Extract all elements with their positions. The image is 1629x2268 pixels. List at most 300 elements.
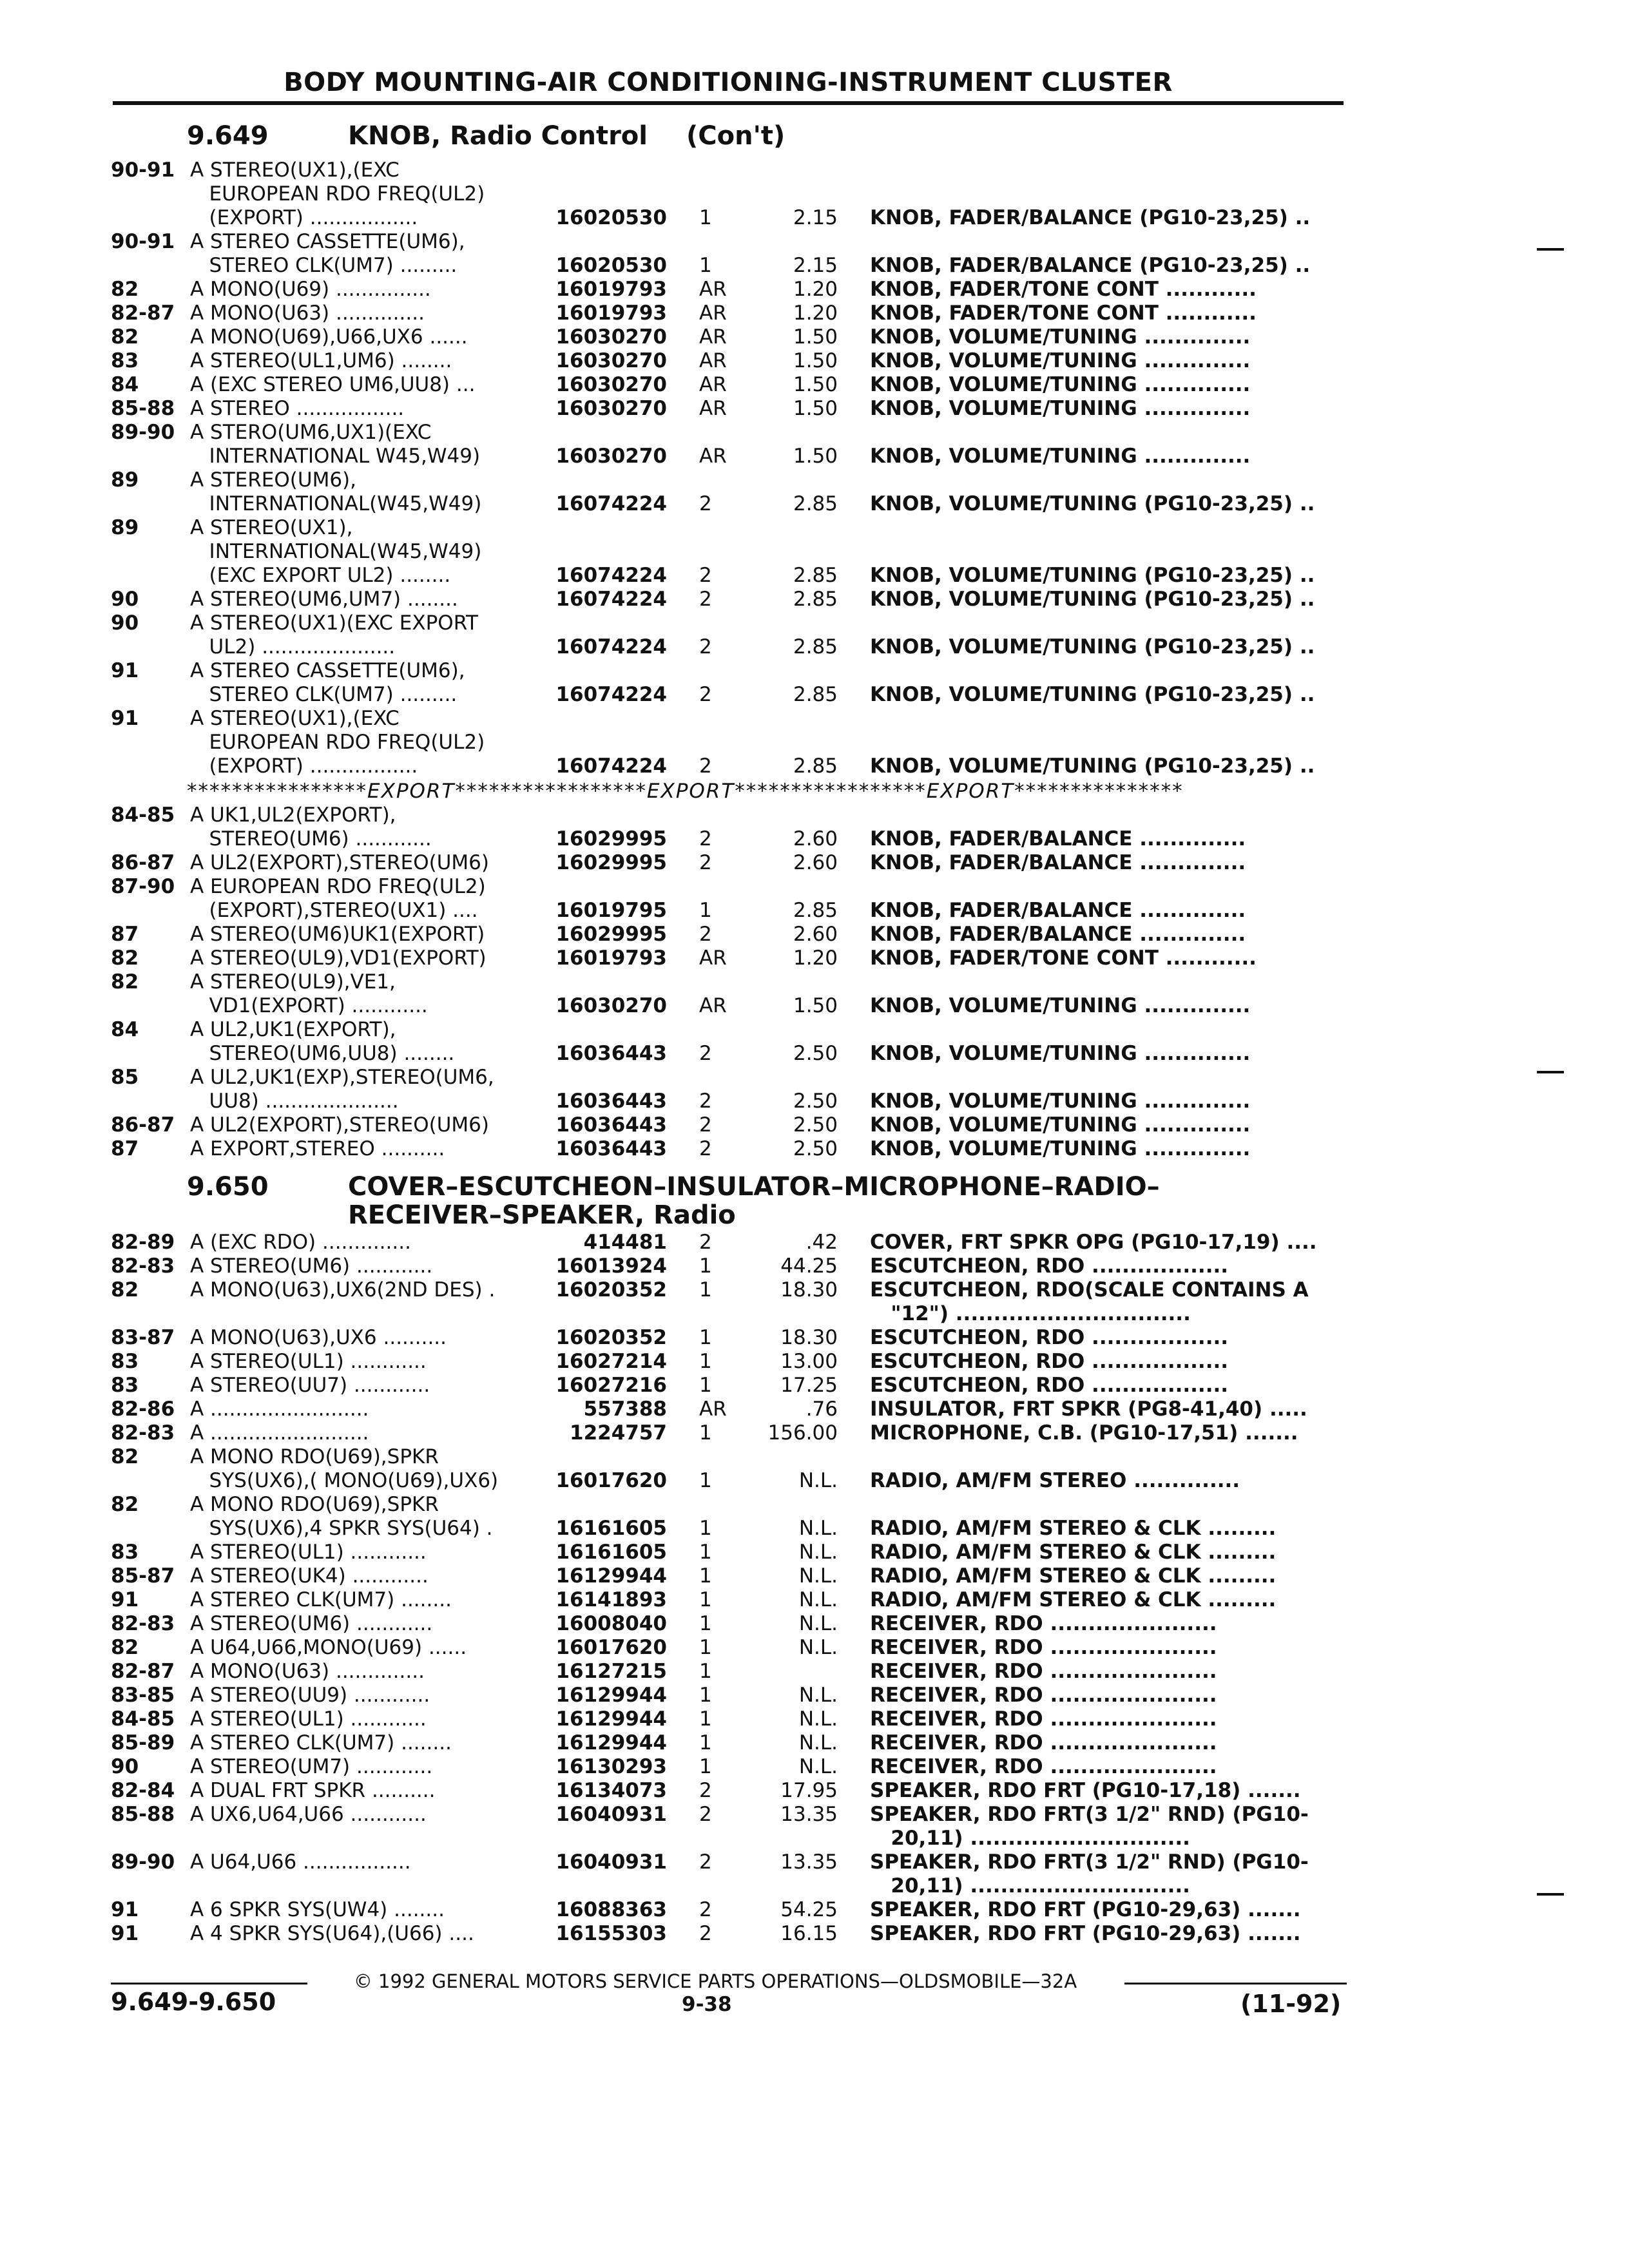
row-price: 1.20	[793, 278, 838, 301]
table-row	[0, 851, 1629, 875]
row-application: A UL2,UK1(EXPORT),	[190, 1018, 396, 1041]
row-description: SPEAKER, RDO FRT(3 1/2" RND) (PG10-	[870, 1850, 1309, 1874]
table-row	[0, 1636, 1629, 1660]
row-part-number: 16129944	[555, 1684, 667, 1707]
row-price: 2.85	[793, 754, 838, 778]
row-years: 82-83	[111, 1254, 175, 1278]
footer-page-number: 9-38	[682, 1993, 732, 2016]
row-application: STEREO(UM6) ............	[190, 827, 432, 850]
row-part-number: 16129944	[555, 1564, 667, 1588]
row-application: A (EXC RDO) ..............	[190, 1231, 411, 1254]
row-description: INSULATOR, FRT SPKR (PG8-41,40) .....	[870, 1398, 1307, 1421]
row-description: KNOB, VOLUME/TUNING (PG10-23,25) ..	[870, 588, 1315, 611]
row-years: 91	[111, 1922, 139, 1945]
section-title: COVER–ESCUTCHEON–INSULATOR–MICROPHONE–RADIO– RECEIVER–SPEAKER, Radio	[348, 1172, 1160, 1230]
row-part-number: 1224757	[570, 1421, 667, 1445]
row-part-number: 16161605	[555, 1517, 667, 1540]
row-part-number: 16040931	[555, 1803, 667, 1826]
row-quantity: 1	[699, 1755, 712, 1778]
row-price: 17.95	[780, 1779, 838, 1802]
row-description: KNOB, VOLUME/TUNING ..............	[870, 397, 1251, 420]
row-years: 83	[111, 1541, 139, 1564]
table-row	[0, 421, 1629, 445]
row-description: SPEAKER, RDO FRT (PG10-29,63) .......	[870, 1922, 1301, 1945]
table-row	[0, 994, 1629, 1018]
row-application: A UL2,UK1(EXP),STEREO(UM6,	[190, 1066, 494, 1089]
row-application: A STEREO(UK4) ............	[190, 1564, 429, 1588]
row-description: ESCUTCHEON, RDO ..................	[870, 1326, 1229, 1349]
row-quantity: 1	[699, 1421, 712, 1445]
row-description: KNOB, FADER/BALANCE ..............	[870, 923, 1246, 946]
row-description: ESCUTCHEON, RDO(SCALE CONTAINS A	[870, 1278, 1309, 1302]
row-years: 82	[111, 1636, 139, 1659]
table-row	[0, 445, 1629, 468]
table-row	[0, 1113, 1629, 1137]
table-row	[0, 1684, 1629, 1707]
row-application: A STEREO(UU9) ............	[190, 1684, 430, 1707]
row-description: KNOB, VOLUME/TUNING ..............	[870, 994, 1251, 1017]
row-years: 85-89	[111, 1731, 175, 1754]
row-application: SYS(UX6),( MONO(U69),UX6)	[190, 1469, 499, 1492]
table-row	[0, 1018, 1629, 1042]
row-years: 89-90	[111, 1850, 175, 1874]
row-price: 2.85	[793, 683, 838, 706]
row-application: A .........................	[190, 1421, 369, 1445]
row-description: KNOB, VOLUME/TUNING ..............	[870, 445, 1251, 468]
row-description: KNOB, VOLUME/TUNING (PG10-23,25) ..	[870, 635, 1315, 658]
table-row	[0, 683, 1629, 707]
row-part-number: 16019795	[555, 899, 667, 922]
row-years: 90	[111, 611, 139, 635]
table-row	[0, 970, 1629, 994]
row-description: RECEIVER, RDO ......................	[870, 1660, 1217, 1683]
row-years: 84-85	[111, 1707, 175, 1731]
row-years: 85-88	[111, 1803, 175, 1826]
table-row	[0, 278, 1629, 302]
row-description: SPEAKER, RDO FRT (PG10-29,63) .......	[870, 1898, 1301, 1921]
row-description: ESCUTCHEON, RDO ..................	[870, 1374, 1229, 1397]
row-part-number: 16020352	[555, 1278, 667, 1302]
footer-section-range: 9.649-9.650	[111, 1988, 276, 2016]
row-part-number: 16134073	[555, 1779, 667, 1802]
row-application: A STEREO(UL1,UM6) ........	[190, 349, 452, 372]
row-quantity: 1	[699, 1588, 712, 1611]
row-part-number: 16019793	[555, 278, 667, 301]
row-years: 82-83	[111, 1612, 175, 1635]
row-price: 2.85	[793, 588, 838, 611]
row-application: A UK1,UL2(EXPORT),	[190, 803, 396, 827]
row-price: 1.50	[793, 397, 838, 420]
row-years: 82	[111, 1493, 139, 1516]
row-price: N.L.	[798, 1517, 838, 1540]
row-price: 13.35	[780, 1803, 838, 1826]
row-application: A STEREO CLK(UM7) ........	[190, 1731, 452, 1754]
row-price: 17.25	[780, 1374, 838, 1397]
row-description: KNOB, FADER/BALANCE ..............	[870, 899, 1246, 922]
row-application: INTERNATIONAL(W45,W49)	[190, 492, 482, 515]
row-quantity: 2	[699, 635, 712, 658]
row-application: A STEREO(UM7) ............	[190, 1755, 433, 1778]
row-years: 90	[111, 588, 139, 611]
row-application: INTERNATIONAL W45,W49)	[190, 445, 481, 468]
row-description: KNOB, VOLUME/TUNING (PG10-23,25) ..	[870, 683, 1315, 706]
table-row	[0, 923, 1629, 947]
row-price: 2.15	[793, 254, 838, 277]
row-application: A STEREO(UL9),VE1,	[190, 970, 396, 994]
row-application: A STEREO(UM6) ............	[190, 1254, 433, 1278]
row-part-number: 16020352	[555, 1326, 667, 1349]
row-application: A U64,U66 .................	[190, 1850, 411, 1874]
table-row	[0, 325, 1629, 349]
row-application: A MONO RDO(U69),SPKR	[190, 1493, 439, 1516]
row-price: 2.50	[793, 1113, 838, 1137]
row-quantity: 2	[699, 1231, 712, 1254]
table-row	[0, 1326, 1629, 1350]
row-part-number: 557388	[583, 1398, 667, 1421]
row-description: KNOB, VOLUME/TUNING ..............	[870, 1113, 1251, 1137]
row-application: A STEREO(UM6),	[190, 468, 356, 492]
footer-copyright: © 1992 GENERAL MOTORS SERVICE PARTS OPERATIONS—OLDSMOBILE—32A	[353, 1970, 1077, 1992]
row-quantity: 2	[699, 1898, 712, 1921]
table-row	[0, 827, 1629, 851]
row-description: KNOB, FADER/BALANCE (PG10-23,25) ..	[870, 254, 1311, 277]
footer-rule-right	[1124, 1983, 1347, 1984]
row-years: 83	[111, 349, 139, 372]
row-application: SYS(UX6),4 SPKR SYS(U64) .	[190, 1517, 493, 1540]
row-years: 82-84	[111, 1779, 175, 1802]
row-quantity: 2	[699, 1779, 712, 1802]
row-application: A UX6,U64,U66 ............	[190, 1803, 427, 1826]
row-years: 84	[111, 373, 139, 396]
row-part-number: 16029995	[555, 923, 667, 946]
row-quantity: 1	[699, 1707, 712, 1731]
row-part-number: 16127215	[555, 1660, 667, 1683]
row-application: A STEREO(UL1) ............	[190, 1541, 427, 1564]
row-years: 82	[111, 1445, 139, 1468]
row-price: 2.85	[793, 635, 838, 658]
row-price: 2.85	[793, 492, 838, 515]
table-row	[0, 516, 1629, 540]
row-part-number: 16020530	[555, 206, 667, 229]
row-description: KNOB, VOLUME/TUNING ..............	[870, 373, 1251, 396]
row-part-number: 16008040	[555, 1612, 667, 1635]
row-application: A STEREO CASSETTE(UM6),	[190, 659, 465, 682]
row-quantity: 1	[699, 899, 712, 922]
row-part-number: 16029995	[555, 827, 667, 850]
row-description: KNOB, VOLUME/TUNING (PG10-23,25) ..	[870, 564, 1315, 587]
row-years: 90-91	[111, 159, 175, 182]
row-years: 82-86	[111, 1398, 175, 1421]
row-part-number: 16030270	[555, 397, 667, 420]
table-row	[0, 1922, 1629, 1946]
row-price: 54.25	[780, 1898, 838, 1921]
row-price: N.L.	[798, 1684, 838, 1707]
row-price: 1.20	[793, 302, 838, 325]
row-price: 13.35	[780, 1850, 838, 1874]
row-price: 2.50	[793, 1090, 838, 1113]
export-divider: ****************EXPORT*****************EXPORT*****************EXPORT***************	[187, 780, 1184, 803]
section-continued: (Con't)	[686, 121, 786, 151]
table-row	[0, 875, 1629, 899]
table-row	[0, 588, 1629, 611]
row-years: 82	[111, 325, 139, 349]
row-application: INTERNATIONAL(W45,W49)	[190, 540, 482, 563]
row-years: 87-90	[111, 875, 175, 898]
row-application: A STEREO(UM6)UK1(EXPORT)	[190, 923, 485, 946]
table-row	[0, 1254, 1629, 1278]
row-application: A UL2(EXPORT),STEREO(UM6)	[190, 851, 490, 874]
row-quantity: 2	[699, 1042, 712, 1065]
row-description: 20,11) .............................	[870, 1874, 1190, 1898]
table-row	[0, 159, 1629, 182]
table-row	[0, 1874, 1629, 1898]
row-application: A STEREO(UM6,UM7) ........	[190, 588, 458, 611]
row-price: N.L.	[798, 1469, 838, 1492]
row-quantity: 1	[699, 1254, 712, 1278]
row-quantity: 1	[699, 1564, 712, 1588]
row-description: RECEIVER, RDO ......................	[870, 1636, 1217, 1659]
row-years: 82-83	[111, 1421, 175, 1445]
row-application: A UL2(EXPORT),STEREO(UM6)	[190, 1113, 490, 1137]
margin-mark	[1537, 1071, 1564, 1073]
row-quantity: 1	[699, 1278, 712, 1302]
row-part-number: 16129944	[555, 1707, 667, 1731]
section-number: 9.650	[187, 1172, 269, 1202]
row-quantity: 1	[699, 1731, 712, 1754]
table-row	[0, 254, 1629, 278]
table-row	[0, 206, 1629, 230]
row-application: A .........................	[190, 1398, 369, 1421]
row-years: 91	[111, 1898, 139, 1921]
row-description: RECEIVER, RDO ......................	[870, 1612, 1217, 1635]
row-part-number: 16155303	[555, 1922, 667, 1945]
footer-date: (11-92)	[1240, 1990, 1342, 2018]
table-row	[0, 373, 1629, 397]
table-row	[0, 492, 1629, 516]
row-description: SPEAKER, RDO FRT(3 1/2" RND) (PG10-	[870, 1803, 1309, 1826]
row-years: 82	[111, 947, 139, 970]
row-quantity: AR	[699, 349, 727, 372]
row-price: 1.50	[793, 445, 838, 468]
table-row	[0, 1612, 1629, 1636]
row-quantity: AR	[699, 397, 727, 420]
table-row	[0, 1850, 1629, 1874]
row-application: A 4 SPKR SYS(U64),(U66) ....	[190, 1922, 474, 1945]
row-description: MICROPHONE, C.B. (PG10-17,51) .......	[870, 1421, 1298, 1445]
table-row	[0, 1493, 1629, 1517]
row-description: RECEIVER, RDO ......................	[870, 1755, 1217, 1778]
row-description: KNOB, FADER/BALANCE ..............	[870, 827, 1246, 850]
row-quantity: 2	[699, 1090, 712, 1113]
row-price: N.L.	[798, 1588, 838, 1611]
row-part-number: 16017620	[555, 1636, 667, 1659]
table-row	[0, 1398, 1629, 1421]
table-row	[0, 1278, 1629, 1302]
row-application: A MONO(U69) ...............	[190, 278, 431, 301]
row-years: 89	[111, 468, 139, 492]
row-quantity: 2	[699, 1137, 712, 1160]
row-quantity: 1	[699, 1350, 712, 1373]
row-quantity: 2	[699, 827, 712, 850]
row-part-number: 16088363	[555, 1898, 667, 1921]
row-years: 90-91	[111, 230, 175, 253]
row-quantity: 2	[699, 754, 712, 778]
row-description: RADIO, AM/FM STEREO & CLK .........	[870, 1564, 1277, 1588]
row-price: 1.50	[793, 349, 838, 372]
row-quantity: 2	[699, 492, 712, 515]
row-quantity: AR	[699, 994, 727, 1017]
row-application: A STEREO(UL1) ............	[190, 1350, 427, 1373]
row-years: 91	[111, 707, 139, 730]
row-application: STEREO CLK(UM7) .........	[190, 254, 458, 277]
footer-rule-left	[111, 1983, 307, 1984]
row-quantity: 2	[699, 851, 712, 874]
row-price: 156.00	[767, 1421, 838, 1445]
row-price: 13.00	[780, 1350, 838, 1373]
row-price: N.L.	[798, 1612, 838, 1635]
row-description: KNOB, FADER/TONE CONT ............	[870, 302, 1257, 325]
row-application: A MONO RDO(U69),SPKR	[190, 1445, 439, 1468]
row-application: A STEREO CLK(UM7) ........	[190, 1588, 452, 1611]
row-part-number: 16030270	[555, 994, 667, 1017]
row-description: RECEIVER, RDO ......................	[870, 1707, 1217, 1731]
table-row	[0, 1374, 1629, 1398]
row-price: 2.60	[793, 827, 838, 850]
row-part-number: 16074224	[555, 492, 667, 515]
row-application: A STEREO(UU7) ............	[190, 1374, 430, 1397]
table-row	[0, 1779, 1629, 1803]
row-application: A STEREO(UX1),	[190, 516, 353, 539]
table-row	[0, 1707, 1629, 1731]
row-application: A STEREO(UM6) ............	[190, 1612, 433, 1635]
row-part-number: 16027216	[555, 1374, 667, 1397]
row-quantity: 1	[699, 1541, 712, 1564]
row-application: STEREO(UM6,UU8) ........	[190, 1042, 455, 1065]
row-description: COVER, FRT SPKR OPG (PG10-17,19) ....	[870, 1231, 1317, 1254]
margin-mark	[1537, 1893, 1564, 1896]
row-quantity: 1	[699, 1469, 712, 1492]
table-row	[0, 731, 1629, 754]
row-quantity: 1	[699, 1660, 712, 1683]
table-row	[0, 230, 1629, 254]
row-description: RECEIVER, RDO ......................	[870, 1731, 1217, 1754]
row-part-number: 16019793	[555, 302, 667, 325]
row-part-number: 16027214	[555, 1350, 667, 1373]
row-description: KNOB, VOLUME/TUNING ..............	[870, 1137, 1251, 1160]
row-part-number: 16074224	[555, 754, 667, 778]
row-price: 2.85	[793, 564, 838, 587]
margin-mark	[1537, 248, 1564, 251]
row-price: N.L.	[798, 1636, 838, 1659]
row-quantity: 2	[699, 564, 712, 587]
table-row	[0, 1445, 1629, 1469]
table-row	[0, 1302, 1629, 1326]
table-row	[0, 635, 1629, 659]
row-quantity: 2	[699, 1803, 712, 1826]
row-price: 1.20	[793, 947, 838, 970]
row-part-number: 16141893	[555, 1588, 667, 1611]
table-row	[0, 1137, 1629, 1161]
row-quantity: 1	[699, 254, 712, 277]
row-quantity: 1	[699, 1684, 712, 1707]
row-application: A MONO(U63) ..............	[190, 302, 425, 325]
row-part-number: 16013924	[555, 1254, 667, 1278]
row-quantity: 2	[699, 923, 712, 946]
row-part-number: 16029995	[555, 851, 667, 874]
row-part-number: 16020530	[555, 254, 667, 277]
table-row	[0, 302, 1629, 325]
row-price: N.L.	[798, 1755, 838, 1778]
section-title: KNOB, Radio Control	[348, 121, 648, 151]
row-years: 84	[111, 1018, 139, 1041]
row-description: "12") ...............................	[870, 1302, 1191, 1325]
row-description: KNOB, VOLUME/TUNING (PG10-23,25) ..	[870, 492, 1315, 515]
table-row	[0, 540, 1629, 564]
row-price: 2.50	[793, 1042, 838, 1065]
table-row	[0, 803, 1629, 827]
row-application: STEREO CLK(UM7) .........	[190, 683, 458, 706]
row-years: 86-87	[111, 851, 175, 874]
row-application: UL2) .....................	[190, 635, 396, 658]
row-years: 90	[111, 1755, 139, 1778]
table-row	[0, 611, 1629, 635]
row-description: KNOB, FADER/TONE CONT ............	[870, 947, 1257, 970]
row-price: 1.50	[793, 373, 838, 396]
table-row	[0, 899, 1629, 923]
table-row	[0, 397, 1629, 421]
row-years: 89-90	[111, 421, 175, 444]
row-application: A MONO(U69),U66,UX6 ......	[190, 325, 468, 349]
row-part-number: 16040931	[555, 1850, 667, 1874]
row-application: A EXPORT,STEREO ..........	[190, 1137, 445, 1160]
row-description: ESCUTCHEON, RDO ..................	[870, 1350, 1229, 1373]
row-years: 83-87	[111, 1326, 175, 1349]
row-part-number: 16130293	[555, 1755, 667, 1778]
row-application: A 6 SPKR SYS(UW4) ........	[190, 1898, 445, 1921]
row-price: N.L.	[798, 1731, 838, 1754]
row-application: A STEREO(UL1) ............	[190, 1707, 427, 1731]
row-years: 82	[111, 1278, 139, 1302]
row-quantity: 2	[699, 683, 712, 706]
row-years: 86-87	[111, 1113, 175, 1137]
row-years: 84-85	[111, 803, 175, 827]
row-part-number: 16036443	[555, 1137, 667, 1160]
row-application: A STEREO(UL9),VD1(EXPORT)	[190, 947, 487, 970]
row-years: 91	[111, 1588, 139, 1611]
row-part-number: 16074224	[555, 588, 667, 611]
row-price: .42	[805, 1231, 838, 1254]
row-part-number: 16036443	[555, 1090, 667, 1113]
table-row	[0, 564, 1629, 588]
row-part-number: 16129944	[555, 1731, 667, 1754]
row-application: (EXC EXPORT UL2) ........	[190, 564, 451, 587]
table-row	[0, 707, 1629, 731]
row-description: RADIO, AM/FM STEREO & CLK .........	[870, 1588, 1277, 1611]
table-row	[0, 1564, 1629, 1588]
row-quantity: 2	[699, 1113, 712, 1137]
row-application: A STERO(UM6,UX1)(EXC	[190, 421, 432, 444]
table-row	[0, 1231, 1629, 1254]
row-years: 89	[111, 516, 139, 539]
row-price: 1.50	[793, 325, 838, 349]
row-price: 18.30	[780, 1278, 838, 1302]
row-price: 16.15	[780, 1922, 838, 1945]
row-price: N.L.	[798, 1564, 838, 1588]
row-quantity: AR	[699, 302, 727, 325]
row-application: A STEREO(UX1),(EXC	[190, 707, 400, 730]
row-quantity: 1	[699, 1374, 712, 1397]
table-row	[0, 1090, 1629, 1113]
